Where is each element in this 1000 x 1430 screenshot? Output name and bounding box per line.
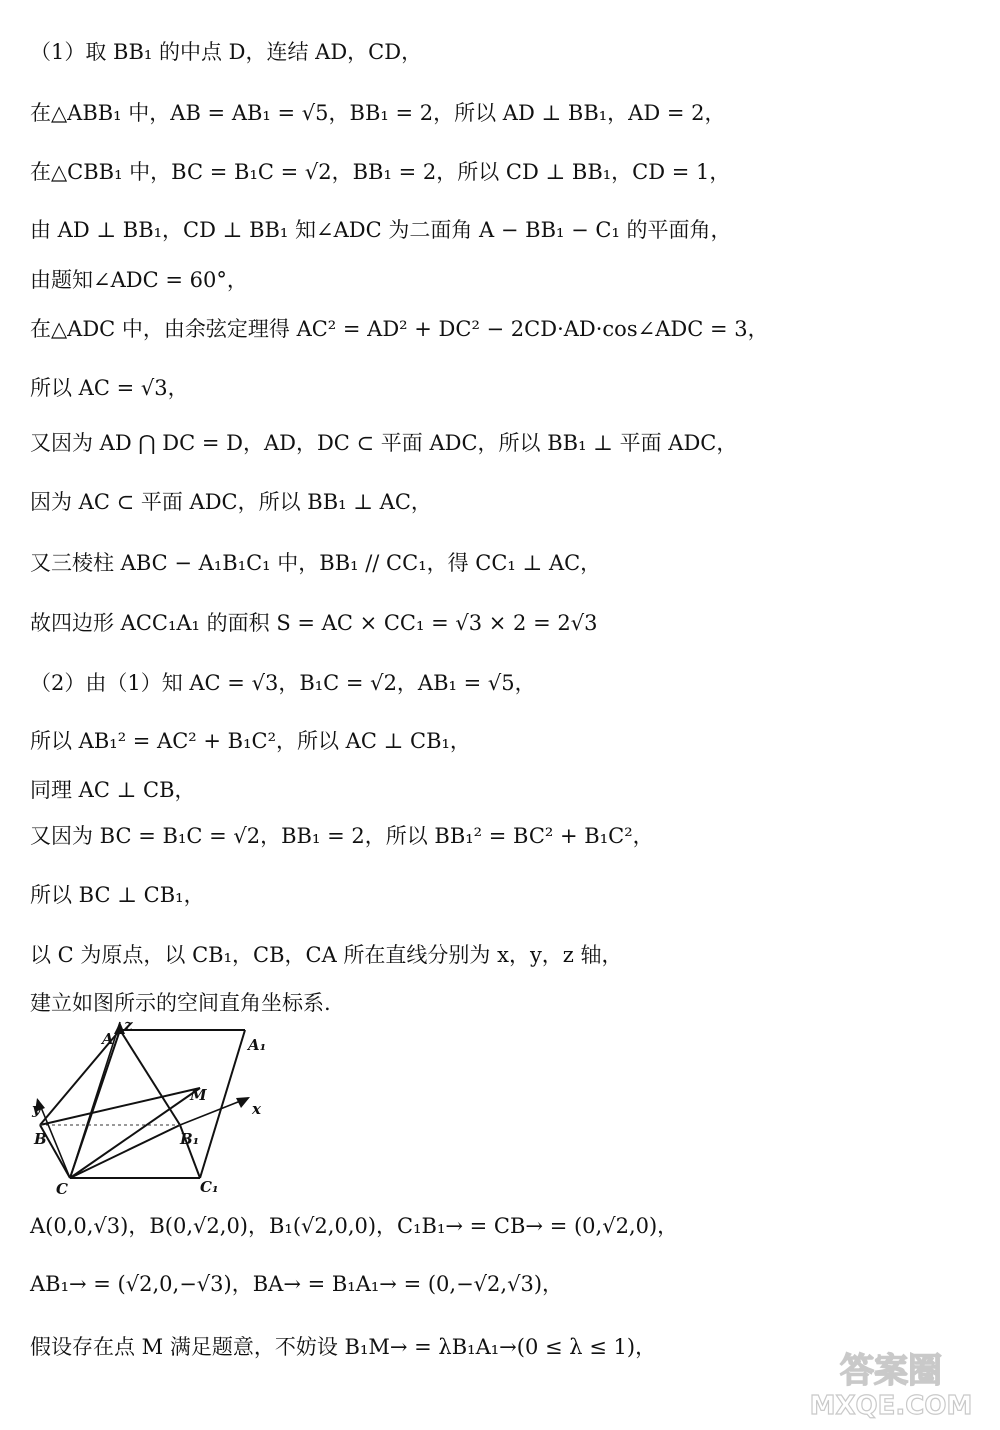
site-watermark xyxy=(796,1344,986,1422)
line-06: 在△ADC 中，由余弦定理得 AC² = AD² + DC² − 2CD·AD·cos∠ADC = 3， xyxy=(30,317,769,341)
prism-coordinate-figure xyxy=(30,1020,290,1195)
label-a1: A₁ xyxy=(248,1036,267,1054)
line-04: 由 AD ⊥ BB₁，CD ⊥ BB₁ 知∠ADC 为二面角 A − BB₁ − C₁ 的平面角， xyxy=(30,218,732,242)
line-08: 又因为 AD ⋂ DC = D，AD，DC ⊂ 平面 ADC，所以 BB₁ ⊥ 平面 ADC， xyxy=(30,431,738,455)
line-01: （1）取 BB₁ 的中点 D，连结 AD，CD， xyxy=(30,40,423,64)
line-11: 故四边形 ACC₁A₁ 的面积 S = AC × CC₁ = √3 × 2 = 2√3 xyxy=(30,611,598,635)
line-03: 在△CBB₁ 中，BC = B₁C = √2，BB₁ = 2，所以 CD ⊥ BB₁，CD = 1， xyxy=(30,160,731,184)
line-05: 由题知∠ADC = 60°， xyxy=(30,268,248,292)
line-09: 因为 AC ⊂ 平面 ADC，所以 BB₁ ⊥ AC， xyxy=(30,490,432,514)
line-16: 所以 BC ⊥ CB₁， xyxy=(30,883,205,907)
line-07: 所以 AC = √3， xyxy=(30,376,189,400)
label-c: C xyxy=(56,1180,68,1195)
label-x: x xyxy=(252,1100,261,1118)
svg-text:MXQE.COM: MXQE.COM xyxy=(809,1391,973,1421)
line-20: AB₁→ = (√2,0,−√3)，BA→ = B₁A₁→ = (0,−√2,√3)， xyxy=(30,1272,564,1296)
label-z: z xyxy=(124,1020,133,1034)
line-19: A(0,0,√3)，B(0,√2,0)，B₁(√2,0,0)，C₁B₁→ = CB→ = (0,√2,0)， xyxy=(30,1214,679,1238)
line-12: （2）由（1）知 AC = √3，B₁C = √2，AB₁ = √5， xyxy=(30,671,536,695)
line-02: 在△ABB₁ 中，AB = AB₁ = √5，BB₁ = 2，所以 AD ⊥ BB₁，AD = 2， xyxy=(30,101,726,125)
label-m: M xyxy=(190,1086,207,1104)
label-a: A xyxy=(102,1030,114,1048)
line-18: 建立如图所示的空间直角坐标系. xyxy=(30,991,331,1015)
line-17: 以 C 为原点，以 CB₁，CB，CA 所在直线分别为 x，y，z 轴， xyxy=(30,943,623,967)
line-15: 又因为 BC = B₁C = √2，BB₁ = 2，所以 BB₁² = BC² + B₁C²， xyxy=(30,824,654,848)
label-b: B xyxy=(34,1130,47,1148)
line-10: 又三棱柱 ABC − A₁B₁C₁ 中，BB₁ // CC₁，得 CC₁ ⊥ AC， xyxy=(30,551,602,575)
svg-text:答案圈: 答案圈 xyxy=(840,1351,942,1391)
line-21: 假设存在点 M 满足题意，不妨设 B₁M→ = λB₁A₁→(0 ≤ λ ≤ 1)， xyxy=(30,1335,657,1359)
label-b1: B₁ xyxy=(180,1130,200,1148)
line-13: 所以 AB₁² = AC² + B₁C²，所以 AC ⊥ CB₁， xyxy=(30,729,471,753)
label-y: y xyxy=(32,1100,41,1118)
label-c1: C₁ xyxy=(200,1178,219,1195)
line-14: 同理 AC ⊥ CB， xyxy=(30,778,196,802)
